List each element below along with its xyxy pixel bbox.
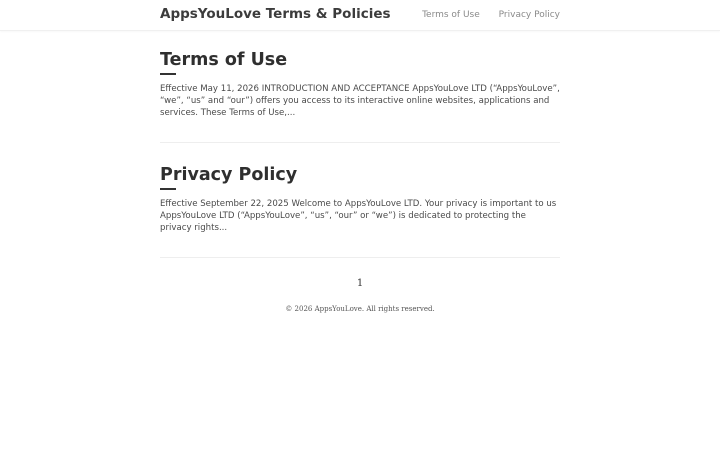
nav-privacy-policy-link[interactable]: Privacy Policy bbox=[498, 10, 560, 20]
site-title-link[interactable]: AppsYouLove Terms & Policies bbox=[160, 6, 391, 22]
post-excerpt: Effective May 11, 2026 INTRODUCTION AND ACCEPTANCE AppsYouLove LTD (“AppsYouLove”, “we”, “us” and “our”) offers you access to its interactive online websites, applications and services. These Terms of Use,... bbox=[160, 84, 560, 118]
pagination bbox=[160, 278, 560, 289]
nav-terms-of-use-link[interactable]: Terms of Use bbox=[422, 10, 480, 20]
post-excerpt: Effective September 22, 2025 Welcome to AppsYouLove LTD. Your privacy is important to us AppsYouLove LTD (“AppsYouLove”, “us”, “our” or “we”) is dedicated to protecting the privacy rights... bbox=[160, 199, 557, 233]
title-underline bbox=[160, 188, 176, 190]
main-content bbox=[160, 48, 560, 313]
copyright-text: © 2026 AppsYouLove. All rights reserved. bbox=[285, 305, 435, 313]
site-header bbox=[0, 0, 720, 31]
post-terms-of-use bbox=[160, 48, 560, 143]
post-privacy-policy bbox=[160, 163, 560, 258]
site-footer bbox=[160, 305, 560, 313]
page-number-current[interactable]: 1 bbox=[356, 278, 364, 289]
post-title-link[interactable]: Terms of Use bbox=[160, 50, 288, 70]
post-title-link[interactable]: Privacy Policy bbox=[160, 165, 298, 185]
main-nav bbox=[406, 10, 560, 20]
title-underline bbox=[160, 73, 176, 75]
